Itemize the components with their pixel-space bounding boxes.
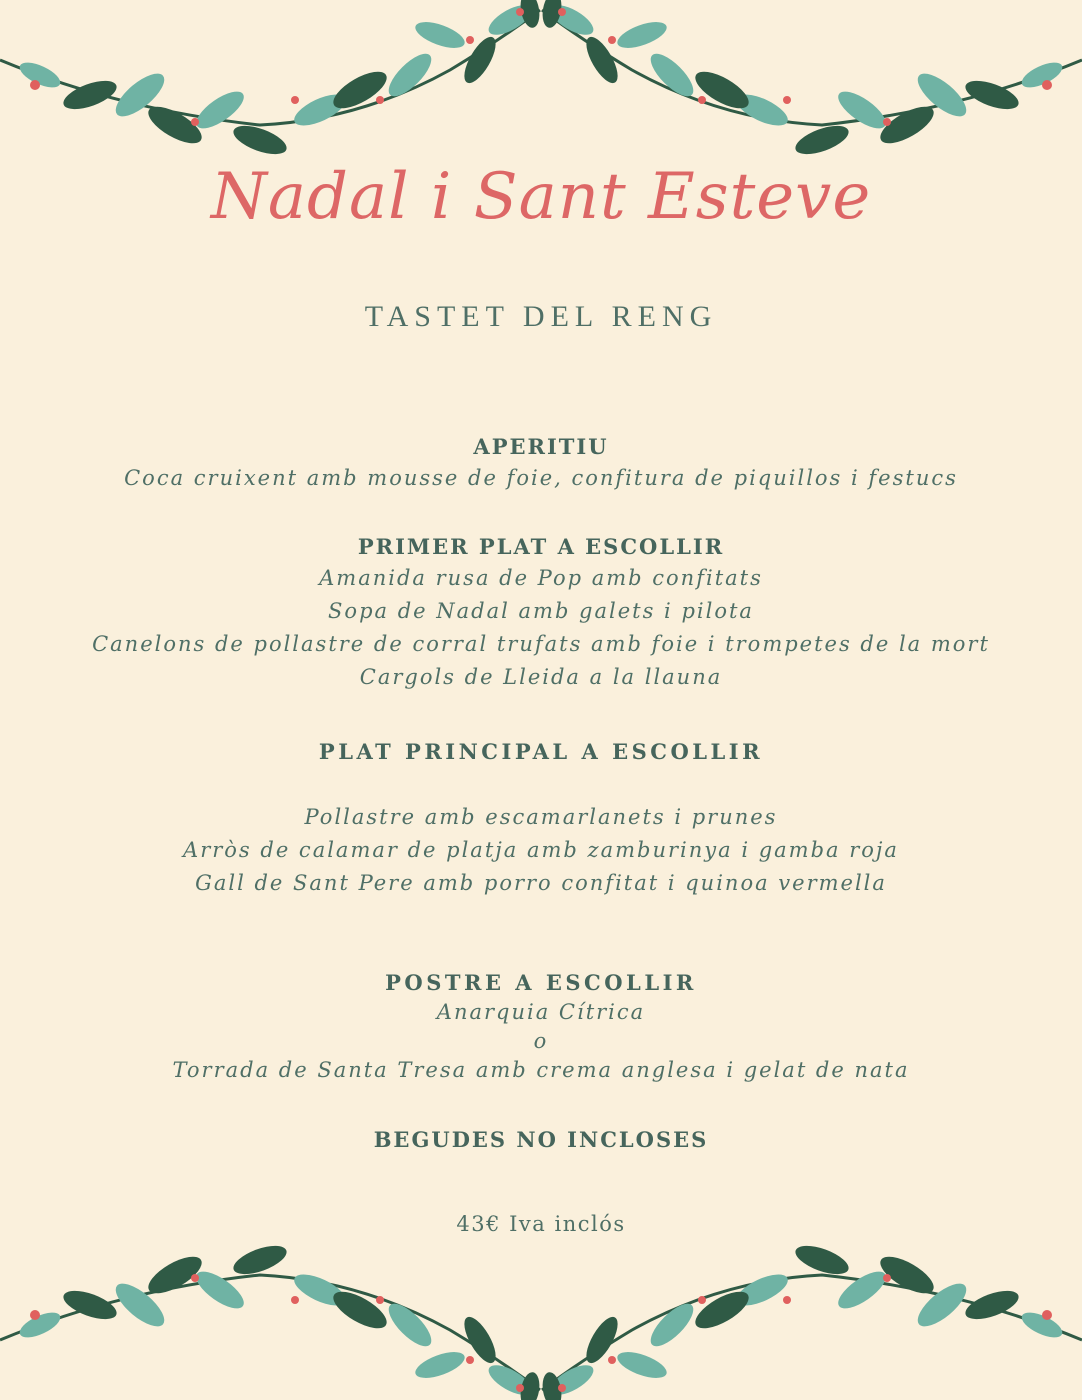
page-title: Nadal i Sant Esteve: [210, 160, 872, 234]
section-heading: PLAT PRINCIPAL A ESCOLLIR: [318, 739, 764, 764]
menu-item: Torrada de Santa Tresa amb crema anglesa i gelat de nata: [172, 1058, 910, 1082]
bottom-garland-icon: [0, 1200, 1082, 1400]
menu-item: Sopa de Nadal amb galets i pilota: [328, 599, 754, 623]
menu-item: Anarquia Cítrica: [436, 1000, 646, 1024]
menu-item: o: [533, 1029, 549, 1053]
menu-item: Pollastre amb escamarlanets i prunes: [304, 805, 778, 829]
section-begudes: [0, 1125, 1082, 1155]
menu-item: Amanida rusa de Pop amb confitats: [319, 566, 763, 590]
section-primer: [0, 532, 1082, 694]
price-label: 43€ Iva inclós: [456, 1212, 626, 1236]
section-heading: PRIMER PLAT A ESCOLLIR: [357, 534, 725, 559]
section-aperitiu: [0, 432, 1082, 495]
section-heading: BEGUDES NO INCLOSES: [373, 1127, 709, 1152]
page-subtitle: TASTET DEL RENG: [364, 300, 718, 333]
section-principal: [0, 737, 1082, 900]
menu-item: Coca cruixent amb mousse de foie, confitura de piquillos i festucs: [124, 466, 958, 490]
menu-item: Gall de Sant Pere amb porro confitat i quinoa vermella: [195, 871, 887, 895]
menu-item: Canelons de pollastre de corral trufats amb foie i trompetes de la mort: [92, 632, 990, 656]
menu-item: Arròs de calamar de platja amb zamburinya i gamba roja: [183, 838, 899, 862]
section-postre: [0, 968, 1082, 1085]
section-heading: APERITIU: [473, 434, 609, 459]
menu-item: Cargols de Lleida a la llauna: [359, 665, 723, 689]
leaf-branch-icon: [0, 0, 542, 160]
section-heading: POSTRE A ESCOLLIR: [385, 970, 697, 995]
